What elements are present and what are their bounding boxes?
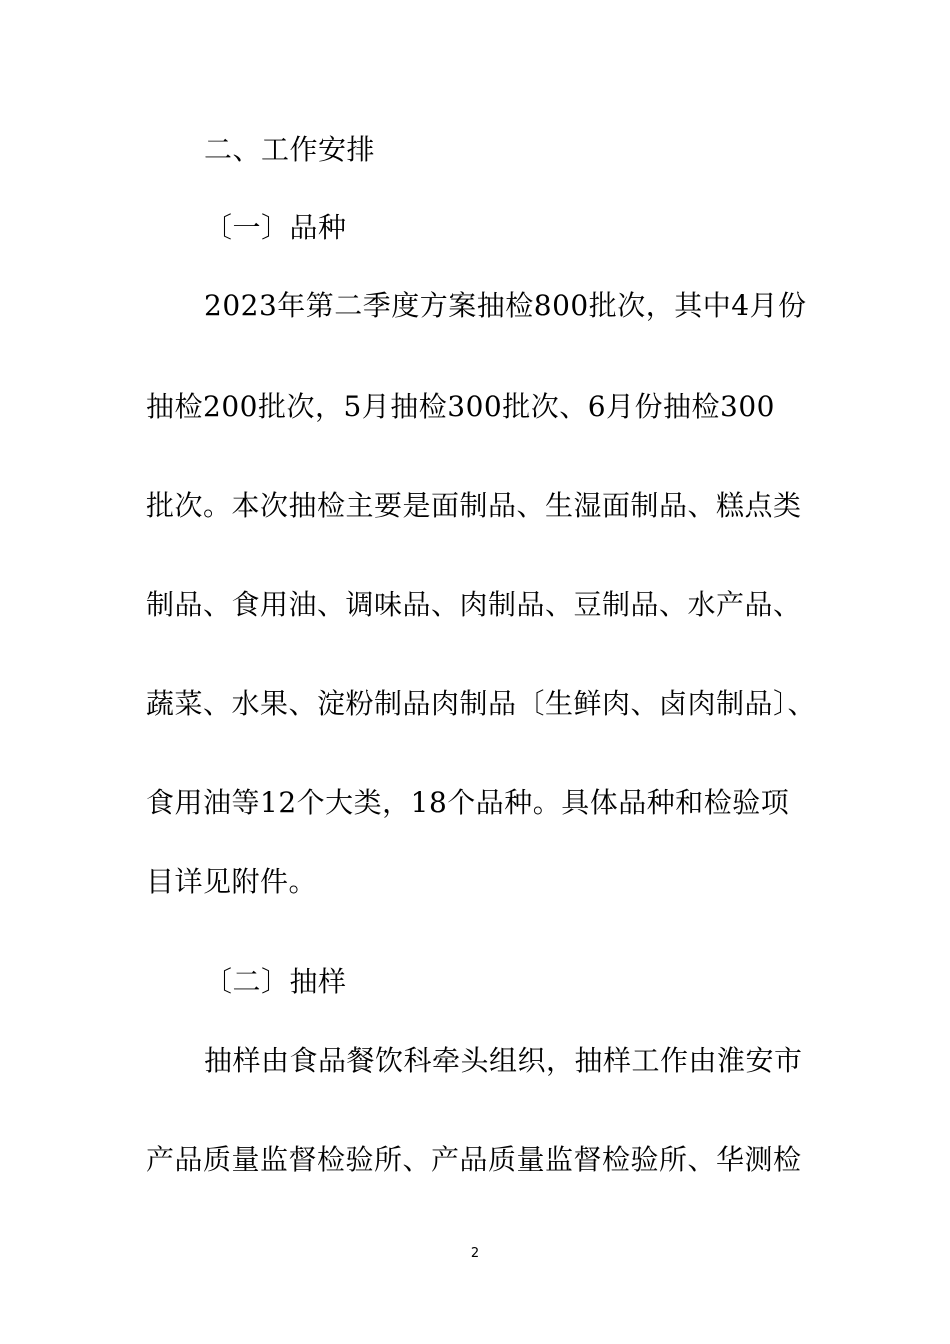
- section-heading-work-arrangement: 二、工作安排: [204, 133, 376, 166]
- page-number: 2: [470, 1246, 480, 1261]
- subsection-heading-varieties: 〔一〕品种: [204, 211, 347, 244]
- paragraph-line: 产品质量监督检验所、产品质量监督检验所、华测检: [146, 1143, 802, 1176]
- subsection-heading-sampling: 〔二〕抽样: [204, 965, 347, 998]
- paragraph-line: 制品、食用油、调味品、肉制品、豆制品、水产品、: [146, 588, 802, 621]
- paragraph-line: 食用油等12个大类，18个品种。具体品种和检验项: [146, 786, 790, 819]
- paragraph-line: 2023年第二季度方案抽检800批次，其中4月份: [204, 289, 807, 322]
- paragraph-line: 抽检200批次，5月抽检300批次、6月份抽检300: [146, 390, 775, 423]
- paragraph-line: 目详见附件。: [146, 865, 318, 898]
- paragraph-line: 批次。本次抽检主要是面制品、生湿面制品、糕点类: [146, 489, 802, 522]
- paragraph-line: 蔬菜、水果、淀粉制品肉制品〔生鲜肉、卤肉制品〕、: [146, 687, 817, 720]
- paragraph-line: 抽样由食品餐饮科牵头组织，抽样工作由淮安市: [204, 1044, 803, 1077]
